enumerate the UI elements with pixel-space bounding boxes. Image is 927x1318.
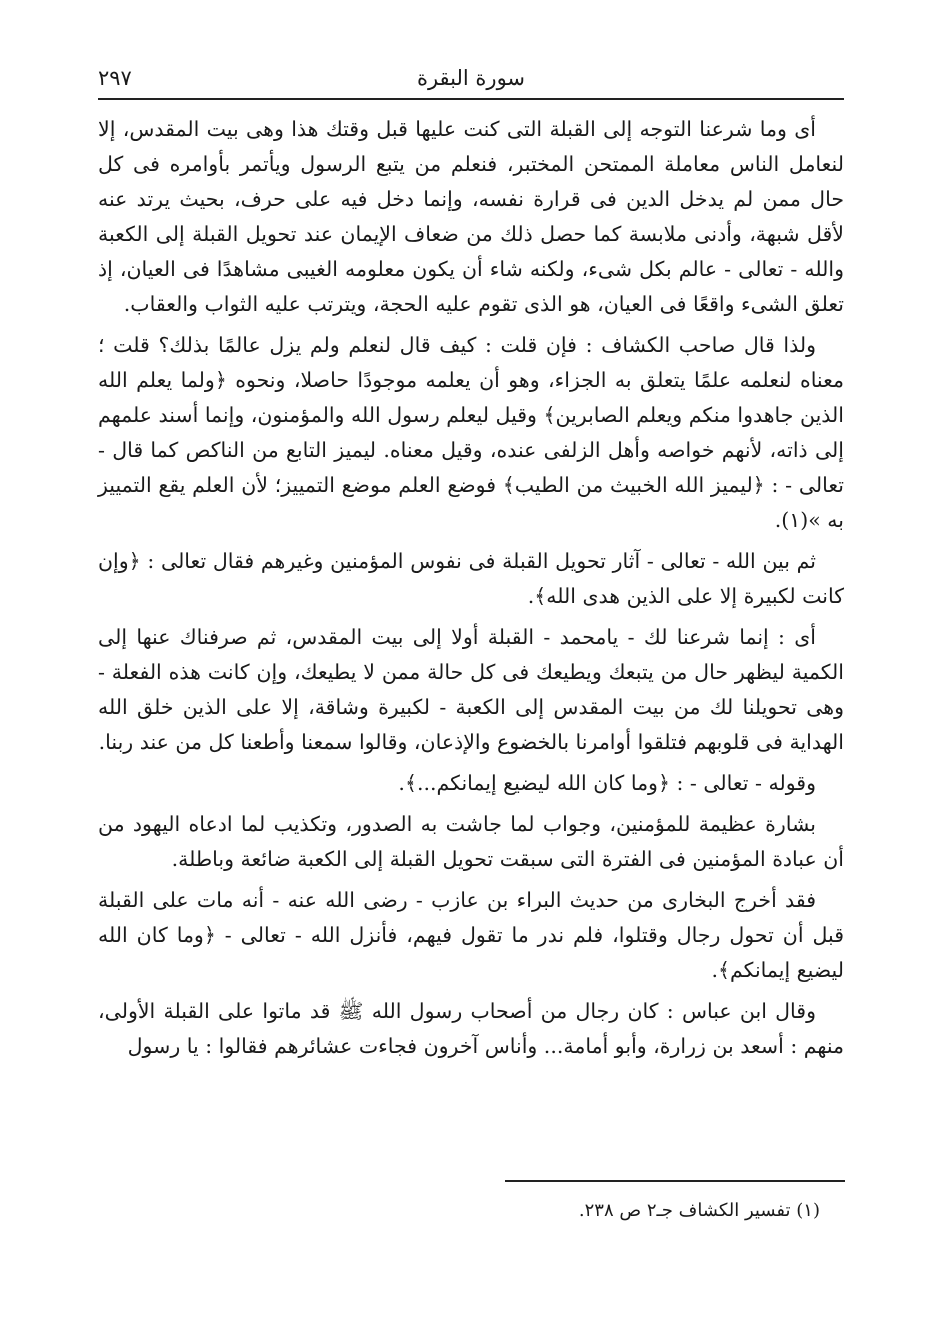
header-divider <box>98 98 844 100</box>
paragraph-7: فقد أخرج البخارى من حديث البراء بن عازب - رضى الله عنه - أنه مات على القبلة قبل أن تحول رجال وقتلوا، فلم ندر ما تقول فيهم، فأنزل الله - تعالى - ﴿وما كان الله ليضيع إيمانكم﴾. <box>98 888 844 982</box>
page-number: ٢٩٧ <box>98 66 132 90</box>
paragraph-1: أى وما شرعنا التوجه إلى القبلة التى كنت عليها قبل وقتك هذا وهى بيت المقدس، إلا لنعامل الناس معاملة الممتحن المختبر، فنعلم من يتبع الرسول ويأتمر بأوامره فى كل حال ممن لم يدخل الدين فى قرارة نفسه، وإنما دخل فيه على حرف، بحيث يرتد عنه لأقل شبهة، وأدنى ملابسة كما حصل ذلك من ضعاف الإيمان عند تحويل القبلة إلى الكعبة والله - تعالى - عالم بكل شىء، ولكنه شاء أن يكون معلومه الغيبى مشاهدًا فى العيان، إذ تعلق الشىء واقعًا فى العيان، هو الذى تقوم عليه الحجة، ويترتب عليه الثواب والعقاب. <box>98 117 844 316</box>
paragraph-4: أى : إنما شرعنا لك - يامحمد - القبلة أولا إلى بيت المقدس، ثم صرفناك عنها إلى الكمية ليظهر حال من يتبعك ويطيعك فى كل حالة ممن لا يطيعك، وإن كانت هذه الفعلة - وهى تحويلنا لك من بيت المقدس إلى الكعبة - لكبيرة وشاقة، إلا على الذين خلق الله الهداية فى قلوبهم فتلقوا أوامرنا بالخضوع والإذعان، وقالوا سمعنا وأطعنا كل من عند ربنا. <box>98 625 844 754</box>
paragraph-6: بشارة عظيمة للمؤمنين، وجواب لما جاشت به الصدور، وتكذيب لما ادعاه اليهود من أن عبادة المؤمنين فى الفترة التى سبقت تحويل القبلة إلى الكعبة ضائعة وباطلة. <box>98 812 844 871</box>
paragraph-2: ولذا قال صاحب الكشاف : فإن قلت : كيف قال لنعلم ولم يزل عالمًا بذلك؟ قلت ؛ معناه لنعلمه علمًا يتعلق به الجزاء، وهو أن يعلمه موجودًا حاصلا، ونحوه ﴿ولما يعلم الله الذين جاهدوا منكم ويعلم الصابرين﴾ وقيل ليعلم رسول الله والمؤمنون، وإنما أسند علمهم إلى ذاته، لأنهم خواصه وأهل الزلفى عنده، وقيل معناه. ليميز التابع من الناكص كما قال - تعالى - : ﴿ليميز الله الخبيث من الطيب﴾ فوضع العلم موضع التمييز؛ لأن العلم يقع التمييز به »(١). <box>98 333 844 532</box>
footnote: (١) تفسير الكشاف جـ٢ ص ٢٣٨. <box>578 1200 820 1221</box>
footnote-divider <box>505 1180 845 1182</box>
paragraph-8: وقال ابن عباس : كان رجال من أصحاب رسول الله ﷺ قد ماتوا على القبلة الأولى، منهم : أسعد بن زرارة، وأبو أمامة... وأناس آخرون فجاءت عشائرهم فقالوا : يا رسول <box>98 999 844 1058</box>
paragraph-5: وقوله - تعالى - : ﴿وما كان الله ليضيع إيمانكم...﴾. <box>398 771 816 795</box>
page-header <box>98 62 844 98</box>
main-text <box>98 112 844 1070</box>
surah-title: سورة البقرة <box>416 66 526 90</box>
paragraph-3: ثم بين الله - تعالى - آثار تحويل القبلة فى نفوس المؤمنين وغيرهم فقال تعالى : ﴿وإن كانت لكبيرة إلا على الذين هدى الله﴾. <box>98 549 844 608</box>
